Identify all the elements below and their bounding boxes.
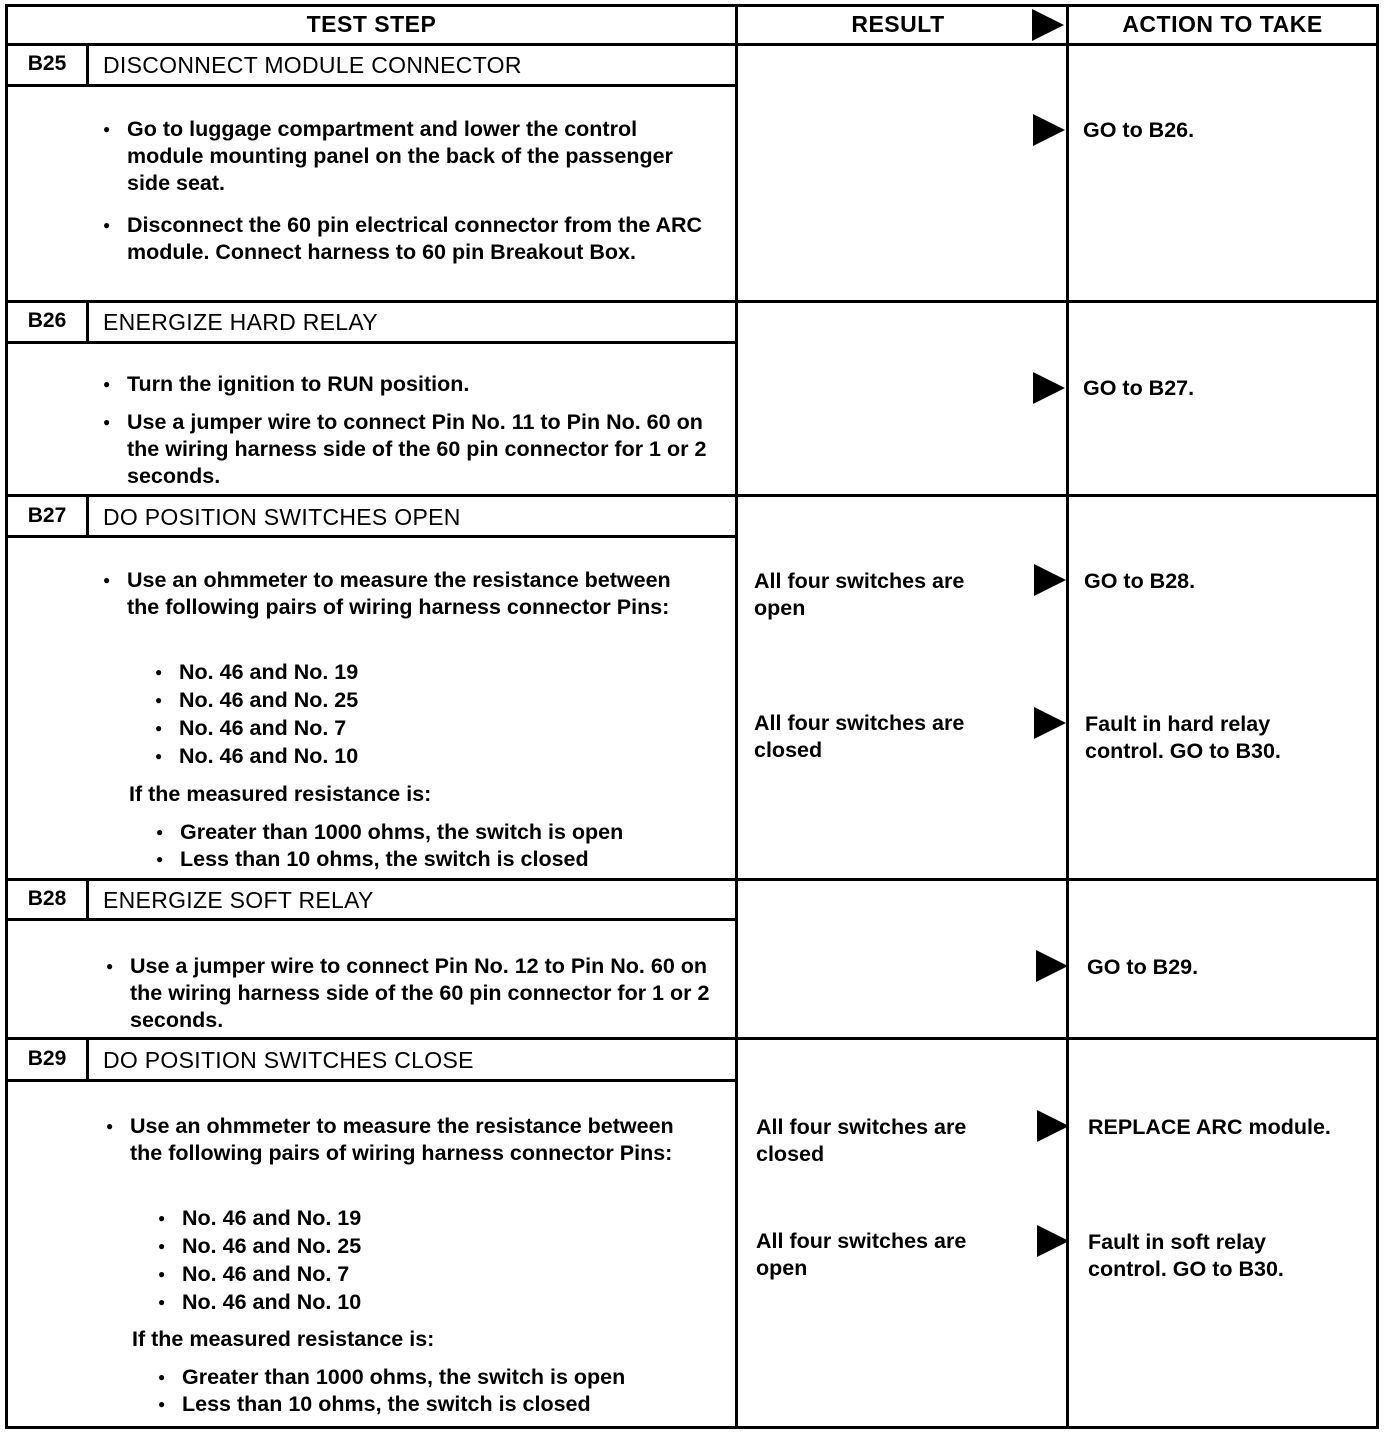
result-text: All four switches are open [754, 569, 965, 620]
pair-list [182, 1204, 582, 1316]
step-separator [5, 300, 1379, 303]
title-row-border [5, 1079, 738, 1082]
column-divider-action [1066, 4, 1069, 1429]
result-arrow-icon [1034, 564, 1066, 596]
criteria-item: ● Less than 10 ohms, the switch is closed [182, 1391, 722, 1418]
step-title: DISCONNECT MODULE CONNECTOR [103, 52, 522, 78]
step-id: B26 [27, 309, 67, 332]
step-bullet: ● Use a jumper wire to connect Pin No. 12 to Pin No. 60 on the wiring harness side of the 60 pin connector for 1 or 2 seconds. [130, 953, 720, 1034]
id-divider [86, 300, 89, 342]
header-arrow-icon [1032, 9, 1064, 41]
step-title: DO POSITION SWITCHES OPEN [103, 504, 461, 530]
step-bullet: ● Use an ohmmeter to measure the resistance between the following pairs of wiring harness connector Pins: [130, 1113, 710, 1167]
criteria-item: ● Less than 10 ohms, the switch is closed [180, 846, 720, 873]
step-separator [5, 1037, 1379, 1040]
step-title: ENERGIZE HARD RELAY [103, 309, 378, 335]
step-bullet: ● Disconnect the 60 pin electrical connector from the ARC module. Connect harness to 60 pin Breakout Box. [127, 212, 717, 266]
result-arrow-icon [1034, 707, 1066, 739]
table-bottom-border [5, 1426, 1379, 1429]
pair-item: ● No. 46 and No. 25 [179, 686, 579, 714]
step-separator [5, 494, 1379, 497]
action-text: GO to B27. [1083, 376, 1195, 400]
action-text: REPLACE ARC module. [1088, 1115, 1331, 1139]
header-test-step: TEST STEP [306, 11, 437, 37]
step-separator [5, 878, 1379, 881]
step-id: B29 [27, 1047, 67, 1070]
result-text: All four switches are closed [756, 1115, 967, 1166]
pair-item: ● No. 46 and No. 7 [182, 1260, 582, 1288]
result-arrow-icon [1036, 950, 1068, 982]
step-title: DO POSITION SWITCHES CLOSE [103, 1047, 474, 1073]
id-divider [86, 1037, 89, 1080]
condition-text: If the measured resistance is: [129, 782, 432, 806]
result-arrow-icon [1037, 1225, 1069, 1257]
result-arrow-icon [1033, 114, 1065, 146]
step-bullet: ● Go to luggage compartment and lower the control module mounting panel on the back of the passenger side seat. [127, 116, 717, 197]
step-bullet: ● Use an ohmmeter to measure the resistance between the following pairs of wiring harness connector Pins: [127, 567, 707, 621]
result-text: All four switches are open [756, 1229, 967, 1280]
title-row-border [5, 535, 738, 538]
pair-item: ● No. 46 and No. 10 [182, 1288, 582, 1316]
title-row-border [5, 84, 738, 87]
action-text: GO to B29. [1087, 955, 1199, 979]
criteria-item: ● Greater than 1000 ohms, the switch is open [182, 1364, 722, 1391]
header-result: RESULT [851, 11, 945, 37]
result-text: All four switches are closed [754, 711, 965, 762]
criteria-item: ● Greater than 1000 ohms, the switch is open [180, 819, 720, 846]
pair-item: ● No. 46 and No. 10 [179, 742, 579, 770]
result-arrow-icon [1037, 1110, 1069, 1142]
id-divider [86, 878, 89, 920]
step-id: B27 [27, 504, 67, 527]
id-divider [86, 43, 89, 85]
step-id: B25 [27, 52, 67, 75]
table-right-border [1376, 4, 1379, 1429]
id-divider [86, 494, 89, 536]
step-title: ENERGIZE SOFT RELAY [103, 887, 374, 913]
pair-item: ● No. 46 and No. 7 [179, 714, 579, 742]
condition-text: If the measured resistance is: [132, 1327, 435, 1351]
pair-item: ● No. 46 and No. 25 [182, 1232, 582, 1260]
pair-item: ● No. 46 and No. 19 [179, 658, 579, 686]
table-left-border [5, 4, 8, 1429]
action-text: GO to B26. [1083, 118, 1195, 142]
action-text: Fault in soft relay control. GO to B30. [1088, 1230, 1284, 1281]
result-arrow-icon [1033, 372, 1065, 404]
title-row-border [5, 341, 738, 344]
pair-list [179, 658, 579, 770]
criteria-list [180, 819, 720, 873]
column-divider-result [735, 4, 738, 1429]
step-bullet: ● Turn the ignition to RUN position. [127, 371, 717, 398]
pair-item: ● No. 46 and No. 19 [182, 1204, 582, 1232]
action-text: Fault in hard relay control. GO to B30. [1085, 712, 1281, 763]
step-bullet: ● Use a jumper wire to connect Pin No. 11 to Pin No. 60 on the wiring harness side of the 60 pin connector for 1 or 2 seconds. [127, 409, 717, 490]
action-text: GO to B28. [1084, 569, 1196, 593]
criteria-list [182, 1364, 722, 1418]
step-id: B28 [27, 887, 67, 910]
title-row-border [5, 918, 738, 921]
header-action: ACTION TO TAKE [1122, 11, 1323, 37]
